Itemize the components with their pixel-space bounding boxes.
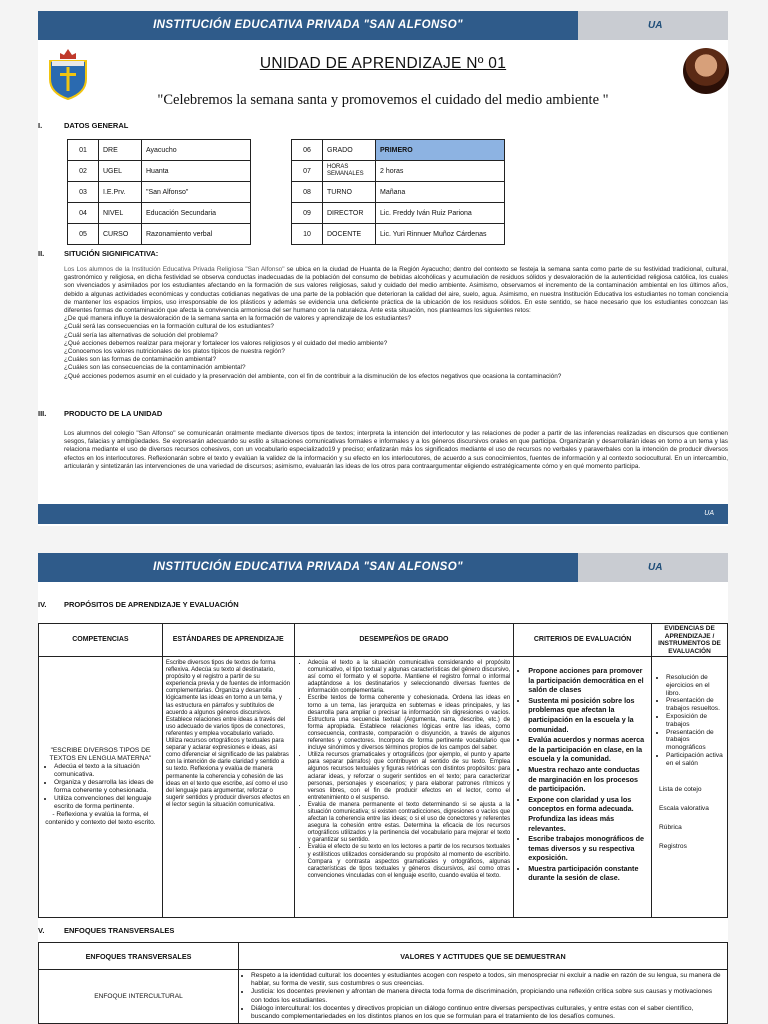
document-title: UNIDAD DE APRENDIZAJE Nº 01	[259, 55, 507, 72]
list-item: • Presentación de trabajos monográficos	[666, 729, 724, 752]
question-item: ¿Cuáles son las formas de contaminación ambiental?	[64, 356, 217, 364]
list-item: • Adecúa el texto a la situación comunicativa.	[54, 763, 159, 779]
standard-cell: Escribe diversos tipos de textos de forma reflexiva. Adecúa su texto al destinatario, propósito y el registro a partir de su experiencia previa y de fuentes de información complementarias. Organiza y desarrolla lógicamente las ideas en torno a un tema, y las estructura en párrafos y subtítulos de acuerdo a algunos géneros discursivos. Establece relaciones entre ideas a través del uso adecuado de varios tipos de conectores, referentes y emplea vocabulario variado. Utiliza recursos ortográficos y textuales para separar y aclarar expresiones e ideas, así como diferenciar el significado de las palabras con la intención de darle claridad y sentido a su texto. Reflexiona y evalúa de manera permanente la coherencia y cohesión de las ideas en el texto que escribe, así como el uso del lenguaje para argumentar, reforzar o sugerir sentidos y producir diversos efectos en el lector según la situación comunicativa.	[162, 657, 294, 918]
instruments-list	[655, 786, 724, 850]
list-item: • Diálogo intercultural: los docentes y directivos propician un diálogo continuo entre diversas perspectivas culturales, y entre estas con el saber científico, buscando complementariedades en los distintos planos en los que se formulan para el tratamiento de los desafíos comunes.	[251, 1005, 723, 1021]
instrument-item: Registros	[659, 842, 687, 850]
column-header: EVIDENCIAS DE APRENDIZAJE / INSTRUMENTOS DE EVALUACIÓN	[652, 624, 728, 657]
performance-cell	[294, 657, 514, 918]
general-data-table-left	[67, 139, 251, 245]
table-row: 07 HORAS SEMANALES 2 horas	[292, 161, 505, 182]
table-header-row	[39, 943, 728, 970]
criteria-cell	[514, 657, 652, 918]
table-header-row	[39, 624, 728, 657]
section-title: PROPÓSITOS DE APRENDIZAJE Y EVALUACIÓN	[64, 600, 239, 609]
list-item: • Expone con claridad y usa los conceptos en forma adecuada. Profundiza las ideas más relevantes.	[528, 795, 648, 833]
situation-body: se ubica en la ciudad de Huanta de la Región Ayacucho; dentro del contexto se festeja la semana santa como parte de su festividad tradicional, cultural, gastronómico y religiosa, en dicha festividad se observa conductas inadecuadas de la población del consumo de bebidas alcohólicas y acumulación de residuos sólidos y desvaloración de la autenticidad religiosa católica, los cuales son vivenciados y asimilados por los estudiantes afectando en la formación de sus valores religiosas, salud y cuidado del medio ambiente. Asimismo, observamos el incremento de la contaminación ambiental en los últimos años, debido a algunas actividades económicas y conductas cotidianas negativas de una parte de la población que deterioran la calidad del aire, suelo, agua. Asimismo, en nuestra Institución Educativa los estudiantes no toman conciencia de mantener los espacios limpios, uso irresponsable de los plásticos y además se evidencia una deficiente práctica de la ubicación de los residuos sólidos. En este sentido, se hace necesario que los estudiantes conozcan las diferentes formas de contaminación que afecta la convivencia armoniosa del ser humano con la naturaleza. Ante esta situación, nos planteamos los siguientes retos:	[64, 266, 729, 315]
list-item: • Adecúa el texto a la situación comunicativa considerando el propósito comunicativo, el tipo textual y algunas características del género discursivo, así como el formato y el soporte. Mantiene el registro formal o informal adaptándose a los destinatarios y seleccionando diversas fuentes de información complementaria.	[308, 660, 511, 695]
column-header: ENFOQUES TRANSVERSALES	[39, 943, 239, 970]
question-item: ¿De qué manera influye la desvaloración de la semana santa en la formación de valores y aprendizaje de los estudiantes?	[64, 315, 412, 323]
purposes-table	[38, 623, 728, 918]
grade-value: PRIMERO	[376, 140, 505, 161]
section-number: V.	[38, 926, 45, 935]
section-title: DATOS GENERAL	[64, 121, 129, 130]
table-row: 10 DOCENTE Lic. Yuri Rinnuer Muñoz Cárdenas	[292, 224, 505, 245]
table-row: 09 DIRECTOR Lic. Freddy Iván Ruiz Pariona	[292, 203, 505, 224]
section-title: ENFOQUES TRANSVERSALES	[64, 926, 175, 935]
document-page-1	[38, 11, 728, 526]
list-item: • Escribe trabajos monográficos de temas diversos y su respectiva exposición.	[528, 834, 648, 863]
table-row: 08 TURNO Mañana	[292, 182, 505, 203]
column-header: COMPETENCIAS	[39, 624, 163, 657]
institution-title: INSTITUCIÓN EDUCATIVA PRIVADA "SAN ALFONSO"	[38, 11, 578, 40]
table-row: 04 NIVEL Educación Secundaria	[68, 203, 251, 224]
list-item: • Evalúa el efecto de su texto en los lectores a partir de los recursos textuales y estilísticos utilizados considerando su propósito al momento de escribirlo. Compara y contrasta aspectos gramaticales y ortográficos, algunas características de tipos textuales y géneros discursivos, así como otras convenciones vinculadas con el lenguaje escrito, cuando evalúa el texto.	[308, 844, 511, 879]
list-item: • Evalúa acuerdos y normas acerca de la participación en clase, en la escuela y la comunidad.	[528, 735, 648, 764]
question-item: ¿Qué acciones debemos realizar para mejorar y fortalecer los valores religiosos y el cuidado del medio ambiente?	[64, 339, 388, 347]
table-row: 05 CURSO Razonamiento verbal	[68, 224, 251, 245]
instrument-item: Rúbrica	[659, 823, 682, 831]
instrument-item: Escala valorativa	[659, 804, 709, 812]
list-item: • Respeto a la identidad cultural: los docentes y estudiantes acogen con respeto a todos, sin menospreciar ni excluir a nadie en razón de su lengua, su manera de hablar, su forma de vestir, sus costumbres o sus creencias.	[251, 972, 723, 988]
table-row	[39, 970, 728, 1024]
list-item: • Propone acciones para promover la participación democrática en el salón de clases	[528, 666, 648, 695]
ua-label: UA	[578, 553, 728, 582]
column-header: ESTÁNDARES DE APRENDIZAJE	[162, 624, 294, 657]
list-item: • Sustenta mi posición sobre los problemas que afectan la participación en la escuela y la comunidad.	[528, 696, 648, 734]
column-header: CRITERIOS DE EVALUACIÓN	[514, 624, 652, 657]
list-item: • Evalúa de manera permanente el texto determinando si se ajusta a la situación comunicativa; si existen contradicciones, digresiones o vacíos que afectan la coherencia entre las ideas; o si el uso de conectores y referentes asegura la cohesión entre estas. Determina la eficacia de los recursos ortográficos utilizados y la pertinencia del vocabulario para mejorar el texto y garantizar su sentido.	[308, 802, 511, 845]
list-item: • Justicia: los docentes previenen y afrontan de manera directa toda forma de discriminación, propiciando una reflexión crítica sobre sus causas y motivaciones con todos los estudiantes.	[251, 988, 723, 1004]
competency-title: "ESCRIBE DIVERSOS TIPOS DE TEXTOS EN LENGUA MATERNA"	[49, 747, 152, 762]
section-number: III.	[38, 409, 47, 418]
section-number: I.	[38, 121, 43, 130]
ua-label: UA	[578, 11, 728, 40]
unit-product-text: Los alumnos del colegio "San Alfonso" se comunicarán oralmente mediante diversos tipos de textos; interpreta la intención del interlocutor y las relaciones de poder a partir de las inferencias realizadas en discursos que contienen sesgos, falacias y ambigüedades. Se expresarán adecuando su estilo a situaciones comunicativas formales e informales y a los géneros discursivos orales en que participa. Organizarán y desarrollarán ideas en torno a un tema y las relaciona mediante el uso de diversos recursos cohesivos, con un vocabulario especializado19 y preciso; enfatizarán más los significados mediante el uso de recursos no verbales y paraverbales con la intención de producir diversos efectos en los interlocutores. Reflexionarán sobre el texto y evalúan la validez de la información y su efecto en los interlocutores, de acuerdo a sus conocimientos, fuentes de información y al contexto sociocultural. En un intercambio, articularán y sintetizarán las intervenciones de una variedad de discursos; asimismo, evaluarán las ideas de los otros para contraargumentar eligiendo estratégicamente cómo y en qué momento participa.	[64, 430, 728, 470]
page-header	[38, 553, 728, 582]
list-item: • Organiza y desarrolla las ideas de forma coherente y cohesionada.	[54, 779, 159, 795]
table-row: 01 DRE Ayacucho	[68, 140, 251, 161]
document-subtitle: "Celebremos la semana santa y promovemos el cuidado del medio ambiente "	[157, 92, 609, 108]
competency-cell	[39, 657, 163, 918]
significant-situation-text	[64, 266, 728, 381]
section-title: PRODUCTO DE LA UNIDAD	[64, 409, 163, 418]
approach-values	[239, 970, 728, 1024]
list-item: • Muestra rechazo ante conductas de marginación en los procesos de participación.	[528, 765, 648, 794]
list-item: • Muestra participación constante durante la sesión de clase.	[528, 864, 648, 883]
list-item: • Escribe textos de forma coherente y cohesionada. Ordena las ideas en torno a un tema, las jerarquiza en subtemas e ideas principales, y las desarrolla para ampliar o precisar la información sin digresiones o vacíos. Estructura una secuencia textual (Argumenta, narra, describe, etc.) de forma apropiada. Establece relaciones lógicas entre las ideas, como consecuencia, contraste, comparación o disyunción, a través de algunos referentes y conectores. Incorpora de forma pertinente vocabulario que incluye sinónimos y diversos términos propios de los campos del saber.	[308, 695, 511, 752]
table-row: 06 GRADO PRIMERO	[292, 140, 505, 161]
page-footer-bar: UA	[38, 504, 728, 524]
approach-name: ENFOQUE INTERCULTURAL	[39, 970, 239, 1024]
list-item: • Utiliza convenciones del lenguaje escrito de forma pertinente.	[54, 795, 159, 811]
column-header: DESEMPEÑOS DE GRADO	[294, 624, 514, 657]
section-number: IV.	[38, 600, 47, 609]
table-row: 02 UGEL Huanta	[68, 161, 251, 182]
list-item: • Utiliza recursos gramaticales y ortográficos (por ejemplo, el punto y aparte para separar párrafos) que contribuyen al sentido de su texto. Emplea algunos recursos textuales y figuras retóricas con distintos propósitos: para aclarar ideas, y reforzar o sugerir sentidos en el texto; para caracterizar personas, personajes y escenarios; y para elaborar patrones rítmicos y versos libres, con el fin de producir efectos en el lector, como el entretenimiento o el suspenso.	[308, 752, 511, 802]
general-data-table-right	[291, 139, 505, 245]
competency-tail: - Reflexiona y evalúa la forma, el contenido y contexto del texto escrito.	[45, 811, 156, 826]
situation-lead: Los Los alumnos de la Institución Educativa Privada Religiosa "San Alfonso"	[64, 266, 285, 273]
column-header: VALORES Y ACTITUDES QUE SE DEMUESTRAN	[239, 943, 728, 970]
list-item: • Presentación de trabajos resueltos.	[666, 697, 724, 713]
list-item: • Participación activa en el salón	[666, 752, 724, 768]
table-row: 03 I.E.Prv. "San Alfonso"	[68, 182, 251, 203]
list-item: • Exposición de trabajos	[666, 713, 724, 729]
table-row	[39, 657, 728, 918]
question-item: ¿Cuáles son las consecuencias de la contaminación ambiental?	[64, 364, 246, 372]
evidence-cell	[652, 657, 728, 918]
list-item: • Resolución de ejercicios en el libro.	[666, 674, 724, 697]
document-page-2	[38, 553, 728, 1024]
question-item: ¿Qué acciones podemos asumir en el cuidado y la preservación del ambiente, con el fin de contribuir a la disminución de los efectos negativos que ocasiona la contaminación?	[64, 372, 562, 380]
question-item: ¿Cuál sería las alternativas de solución del problema?	[64, 331, 218, 339]
transversal-approaches-table	[38, 942, 728, 1024]
section-number: II.	[38, 249, 45, 258]
section-title: SITUCIÓN SIGNIFICATIVA:	[64, 249, 159, 258]
question-item: ¿Cuál será las consecuencias en la formación cultural de los estudiantes?	[64, 323, 274, 331]
question-item: ¿Conocemos los valores nutricionales de los platos típicos de nuestra región?	[64, 348, 285, 356]
page-header	[38, 11, 728, 40]
institution-title: INSTITUCIÓN EDUCATIVA PRIVADA "SAN ALFONSO"	[38, 553, 578, 582]
instrument-item: Lista de cotejo	[659, 785, 702, 793]
